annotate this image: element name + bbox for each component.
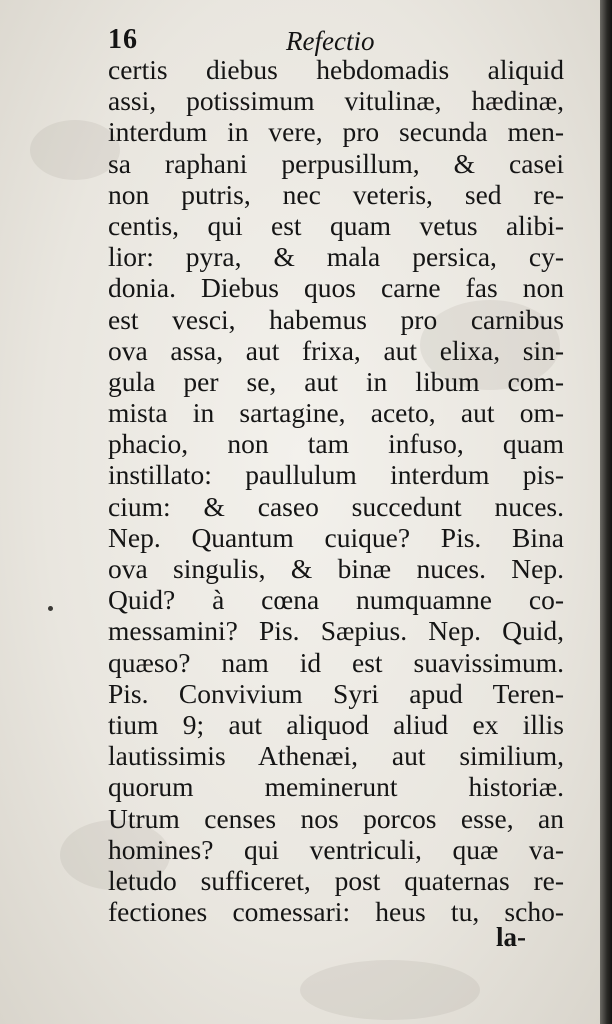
text-line: letudo sufficeret, post quaternas re- bbox=[108, 864, 564, 896]
text-line: donia. Diebus quos carne fas non bbox=[108, 272, 564, 304]
text-line: phacio, non tam infuso, quam bbox=[108, 428, 564, 460]
running-head: Refectio bbox=[286, 26, 375, 56]
text-line: tium 9; aut aliquod aliud ex illis bbox=[108, 708, 564, 740]
text-line: est vesci, habemus pro carnibus bbox=[108, 303, 564, 335]
text-line: fectiones comessari: heus tu, scho- bbox=[108, 896, 564, 928]
text-line: non putris, nec veteris, sed re- bbox=[108, 178, 564, 210]
text-line: Quid? à cœna numquamne co- bbox=[108, 584, 564, 616]
text-line: mista in sartagine, aceto, aut om- bbox=[108, 397, 564, 429]
text-line: centis, qui est quam vetus alibi- bbox=[108, 209, 564, 241]
text-line: interdum in vere, pro secunda men- bbox=[108, 116, 564, 148]
text-line: quæso? nam id est suavissimum. bbox=[108, 646, 564, 678]
text-line: assi, potissimum vitulinæ, hædinæ, bbox=[108, 85, 564, 117]
text-line: Nep. Quantum cuique? Pis. Bina bbox=[108, 521, 564, 553]
text-line: lior: pyra, & mala persica, cy- bbox=[108, 241, 564, 273]
text-line: cium: & caseo succedunt nuces. bbox=[108, 490, 564, 522]
text-line: messamini? Pis. Sæpius. Nep. Quid, bbox=[108, 615, 564, 647]
text-line: ova singulis, & binæ nuces. Nep. bbox=[108, 553, 564, 584]
text-line: sa raphani perpusillum, & casei bbox=[108, 147, 564, 179]
paper-stain bbox=[300, 960, 480, 1020]
text-line: lautissimis Athenæi, aut similium, bbox=[108, 740, 564, 772]
text-line: gula per se, aut in libum com- bbox=[108, 365, 564, 397]
text-line: instillato: paullulum interdum pis- bbox=[108, 459, 564, 491]
page-number: 16 bbox=[108, 24, 138, 55]
page-edge bbox=[600, 0, 612, 1024]
catchword: la- bbox=[496, 922, 526, 952]
text-line: homines? qui ventriculi, quæ va- bbox=[108, 833, 564, 865]
text-line: Pis. Convivium Syri apud Teren- bbox=[108, 677, 564, 709]
text-line: certis diebus hebdomadis aliquid bbox=[108, 54, 564, 85]
text-line: Utrum censes nos porcos esse, an bbox=[108, 802, 564, 834]
body-text bbox=[108, 54, 564, 927]
paper-stain bbox=[30, 120, 120, 180]
text-line: quorum meminerunt historiæ. bbox=[108, 771, 564, 803]
text-line: ova assa, aut frixa, aut elixa, sin- bbox=[108, 334, 564, 366]
ink-speck bbox=[48, 606, 53, 611]
